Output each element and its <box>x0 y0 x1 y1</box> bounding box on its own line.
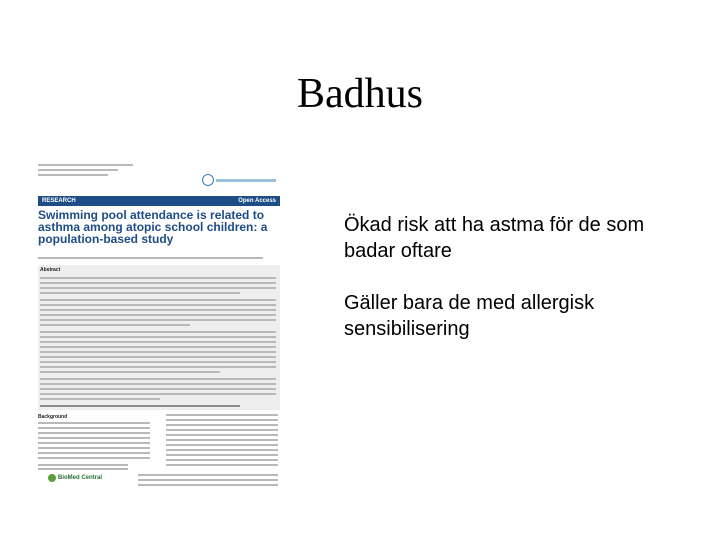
biomed-central-logo <box>48 474 102 482</box>
slide-title: Badhus <box>297 71 423 117</box>
paper-thumbnail <box>38 162 280 492</box>
journal-logo-icon <box>202 174 214 186</box>
paper-title: Swimming pool attendance is related to asthma among atopic school children: a population-based study <box>38 208 268 246</box>
research-banner <box>38 196 280 206</box>
bullet-list <box>344 212 684 368</box>
journal-logo <box>202 174 276 186</box>
open-access-label: Open Access <box>238 198 276 204</box>
abstract-box <box>38 265 280 410</box>
abstract-heading: Abstract <box>40 267 61 273</box>
bullet-item: Gäller bara de med allergisk sensibilisering <box>344 292 595 340</box>
biomed-logo-icon <box>48 474 56 482</box>
biomed-logo-text: BioMed Central <box>58 475 103 481</box>
bullet-item: Ökad risk att ha astma för de som badar oftare <box>344 214 645 262</box>
research-label: RESEARCH <box>42 198 76 204</box>
background-heading: Background <box>38 414 68 420</box>
